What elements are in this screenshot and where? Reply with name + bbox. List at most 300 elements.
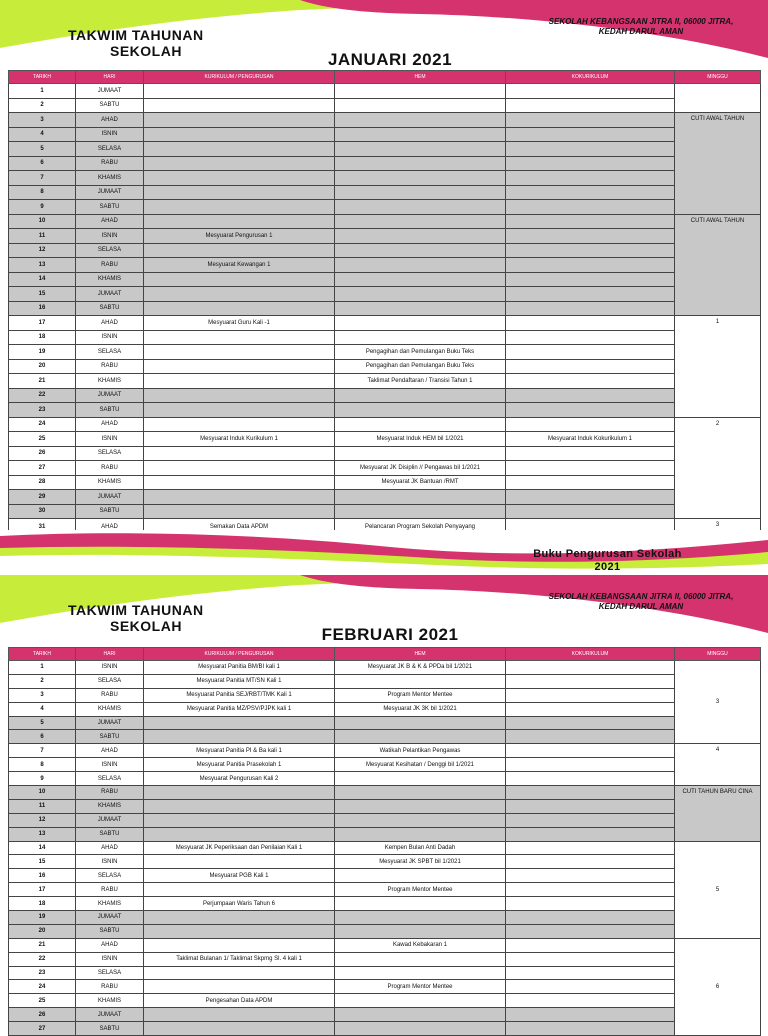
table-row [9,758,761,772]
day-cell: SABTU [76,730,144,744]
hem-cell: Mesyuarat JK Disiplin // Pengawas bil 1/2021 [335,461,506,476]
day-cell: SABTU [76,504,144,519]
date-cell: 19 [9,911,76,925]
table-row [9,287,761,302]
date-cell: 15 [9,287,76,302]
date-cell: 13 [9,258,76,273]
kokurikulum-cell [506,911,675,925]
footer-text [520,548,695,574]
kurikulum-cell [144,1022,335,1036]
minggu-cell: 3 [675,661,761,744]
table-row [9,744,761,758]
hem-cell [335,185,506,200]
minggu-cell [675,84,761,113]
table-row [9,229,761,244]
table-row [9,841,761,855]
date-cell: 14 [9,272,76,287]
table-row [9,345,761,360]
kurikulum-cell [144,911,335,925]
kokurikulum-cell [506,359,675,374]
day-cell: SABTU [76,827,144,841]
kokurikulum-cell [506,490,675,505]
date-cell: 25 [9,994,76,1008]
takwim-title-line1: TAKWIM TAHUNAN [68,27,204,43]
hem-cell [335,84,506,99]
day-cell: RABU [76,359,144,374]
minggu-cell: 4 [675,744,761,786]
hem-cell [335,966,506,980]
day-cell: SELASA [76,345,144,360]
table-row [9,475,761,490]
hem-cell [335,142,506,157]
table-row [9,388,761,403]
kurikulum-cell [144,504,335,519]
day-cell: SABTU [76,1022,144,1036]
kurikulum-cell [144,716,335,730]
kurikulum-cell [144,417,335,432]
table-row [9,661,761,675]
kokurikulum-cell [506,966,675,980]
day-cell: JUMAAT [76,911,144,925]
kokurikulum-cell [506,84,675,99]
header-hem: HEM [335,648,506,661]
date-cell: 16 [9,301,76,316]
day-cell: JUMAAT [76,1008,144,1022]
table-row [9,446,761,461]
kurikulum-cell [144,924,335,938]
hem-cell [335,243,506,258]
hem-cell [335,674,506,688]
hem-cell [335,772,506,786]
hem-cell [335,827,506,841]
school-name: SEKOLAH KEBANGSAAN JITRA II, 06000 JITRA, KEDAH DARUL AMAN [548,17,734,36]
hem-cell: Kawad Kebakaran 1 [335,938,506,952]
header-kurikulum: KURIKULUM / PENGURUSAN [144,648,335,661]
kurikulum-cell [144,938,335,952]
kurikulum-cell [144,84,335,99]
kokurikulum-cell [506,841,675,855]
month-title: JANUARI 2021 [327,50,453,69]
hem-cell [335,214,506,229]
date-cell: 15 [9,855,76,869]
day-cell: AHAD [76,113,144,128]
date-cell: 18 [9,897,76,911]
header-kurikulum: KURIKULUM / PENGURUSAN [144,71,335,84]
table-row [9,417,761,432]
table-row [9,316,761,331]
takwim-title-line2: SEKOLAH [110,618,182,634]
table-row [9,966,761,980]
day-cell: RABU [76,688,144,702]
hem-cell [335,301,506,316]
kurikulum-cell [144,171,335,186]
table-row [9,883,761,897]
hem-cell [335,388,506,403]
kurikulum-cell: Mesyuarat Panitia MT/SN Kali 1 [144,674,335,688]
day-cell: AHAD [76,214,144,229]
day-cell: SELASA [76,446,144,461]
hem-cell [335,316,506,331]
date-cell: 16 [9,869,76,883]
table-row [9,924,761,938]
kokurikulum-cell [506,952,675,966]
kurikulum-cell: Mesyuarat Induk Kurikulum 1 [144,432,335,447]
hem-cell [335,799,506,813]
kurikulum-cell [144,855,335,869]
kokurikulum-cell [506,403,675,418]
hem-cell [335,127,506,142]
kurikulum-cell [144,883,335,897]
date-cell: 12 [9,813,76,827]
kurikulum-cell [144,374,335,389]
day-cell: JUMAAT [76,716,144,730]
day-cell: ISNIN [76,758,144,772]
kokurikulum-cell [506,316,675,331]
hem-cell: Mesyuarat Induk HEM bil 1/2021 [335,432,506,447]
kokurikulum-cell [506,417,675,432]
kurikulum-cell [144,1008,335,1022]
kokurikulum-cell [506,661,675,675]
table-row [9,374,761,389]
kokurikulum-cell [506,287,675,302]
table-row [9,243,761,258]
date-cell: 2 [9,674,76,688]
kokurikulum-cell [506,994,675,1008]
date-cell: 22 [9,388,76,403]
date-cell: 2 [9,98,76,113]
kurikulum-cell: Mesyuarat Panitia BM/BI kali 1 [144,661,335,675]
hem-cell [335,952,506,966]
kokurikulum-cell [506,980,675,994]
hem-cell [335,911,506,925]
takwim-title [68,602,204,634]
day-cell: KHAMIS [76,799,144,813]
hem-cell: Pengagihan dan Pemulangan Buku Teks [335,345,506,360]
hem-cell [335,924,506,938]
kurikulum-cell: Mesyuarat Panitia SEJ/RBT/TMK Kali 1 [144,688,335,702]
hem-cell [335,98,506,113]
hem-cell [335,897,506,911]
hem-cell: Mesyuarat JK SPBT bil 1/2021 [335,855,506,869]
header-hari: HARI [76,71,144,84]
hem-cell [335,417,506,432]
kokurikulum-cell [506,1008,675,1022]
kurikulum-cell [144,446,335,461]
day-cell: KHAMIS [76,475,144,490]
date-cell: 23 [9,966,76,980]
kurikulum-cell: Mesyuarat Panitia PI & Ba kali 1 [144,744,335,758]
day-cell: JUMAAT [76,84,144,99]
kokurikulum-cell [506,1022,675,1036]
calendar-page-february [0,575,768,1032]
kurikulum-cell: Mesyuarat Panitia MZ/PSV/PJPK kali 1 [144,702,335,716]
header-tarikh: TARIKH [9,648,76,661]
kokurikulum-cell [506,688,675,702]
day-cell: ISNIN [76,661,144,675]
date-cell: 5 [9,716,76,730]
table-row [9,214,761,229]
minggu-cell: CUTI AWAL TAHUN [675,113,761,215]
kurikulum-cell [144,966,335,980]
hem-cell [335,786,506,800]
day-cell: JUMAAT [76,813,144,827]
date-cell: 11 [9,799,76,813]
kokurikulum-cell [506,758,675,772]
table-row [9,432,761,447]
table-row [9,272,761,287]
day-cell: SELASA [76,869,144,883]
day-cell: SABTU [76,98,144,113]
table-row [9,813,761,827]
kurikulum-cell [144,461,335,476]
kurikulum-cell [144,730,335,744]
date-cell: 4 [9,702,76,716]
hem-cell [335,716,506,730]
date-cell: 25 [9,432,76,447]
hem-cell [335,200,506,215]
minggu-cell: 3 [675,519,761,537]
date-cell: 20 [9,924,76,938]
kokurikulum-cell [506,897,675,911]
footer-line1: Buku Pengurusan Sekolah [533,548,682,560]
takwim-title-line2: SEKOLAH [110,43,182,59]
table-row [9,200,761,215]
date-cell: 21 [9,938,76,952]
day-cell: RABU [76,980,144,994]
day-cell: SELASA [76,243,144,258]
table-row [9,490,761,505]
date-cell: 26 [9,446,76,461]
calendar-header-row [9,648,761,661]
date-cell: 10 [9,786,76,800]
minggu-cell: 6 [675,938,761,1035]
date-cell: 27 [9,1022,76,1036]
date-cell: 30 [9,504,76,519]
hem-cell [335,490,506,505]
kurikulum-cell [144,200,335,215]
date-cell: 9 [9,772,76,786]
kurikulum-cell: Mesyuarat JK Peperiksaan dan Penilaian Kali 1 [144,841,335,855]
kurikulum-cell: Mesyuarat PGB Kali 1 [144,869,335,883]
table-row [9,827,761,841]
hem-cell [335,287,506,302]
header-hari: HARI [76,648,144,661]
hem-cell: Program Mentor Mentee [335,980,506,994]
hem-cell: Pelancaran Program Sekolah Penyayang [335,519,506,537]
hem-cell [335,156,506,171]
hem-cell [335,813,506,827]
kokurikulum-cell [506,813,675,827]
kurikulum-cell [144,980,335,994]
day-cell: AHAD [76,744,144,758]
date-cell: 3 [9,113,76,128]
table-row [9,1022,761,1036]
table-row [9,799,761,813]
kurikulum-cell [144,475,335,490]
day-cell: KHAMIS [76,897,144,911]
table-row [9,258,761,273]
kokurikulum-cell: Mesyuarat Induk Kokurikulum 1 [506,432,675,447]
hem-cell [335,730,506,744]
hem-cell: Pengagihan dan Pemulangan Buku Teks [335,359,506,374]
date-cell: 23 [9,403,76,418]
table-row [9,156,761,171]
kokurikulum-cell [506,127,675,142]
hem-cell: Mesyuarat JK 3K bil 1/2021 [335,702,506,716]
table-row [9,980,761,994]
kurikulum-cell [144,113,335,128]
hem-cell [335,994,506,1008]
kurikulum-cell [144,490,335,505]
day-cell: SELASA [76,966,144,980]
date-cell: 9 [9,200,76,215]
school-name: SEKOLAH KEBANGSAAN JITRA II, 06000 JITRA, KEDAH DARUL AMAN [548,592,734,611]
kurikulum-cell [144,301,335,316]
date-cell: 22 [9,952,76,966]
date-cell: 29 [9,490,76,505]
kurikulum-cell [144,813,335,827]
date-cell: 8 [9,185,76,200]
table-row [9,855,761,869]
table-row [9,702,761,716]
table-row [9,171,761,186]
table-row [9,185,761,200]
date-cell: 10 [9,214,76,229]
kurikulum-cell [144,799,335,813]
kokurikulum-cell [506,272,675,287]
kokurikulum-cell [506,142,675,157]
hem-cell: Watikah Pelantikan Pengawas [335,744,506,758]
kurikulum-cell: Mesyuarat Guru Kali -1 [144,316,335,331]
date-cell: 21 [9,374,76,389]
day-cell: RABU [76,461,144,476]
month-title: FEBRUARI 2021 [321,625,459,644]
kurikulum-cell [144,98,335,113]
day-cell: KHAMIS [76,272,144,287]
kurikulum-cell: Mesyuarat Panitia Prasekolah 1 [144,758,335,772]
table-row [9,897,761,911]
hem-cell [335,403,506,418]
kokurikulum-cell [506,200,675,215]
kokurikulum-cell [506,461,675,476]
date-cell: 18 [9,330,76,345]
day-cell: ISNIN [76,229,144,244]
hem-cell [335,1008,506,1022]
day-cell: SABTU [76,200,144,215]
kokurikulum-cell [506,799,675,813]
kokurikulum-cell [506,258,675,273]
minggu-cell: 1 [675,316,761,418]
kurikulum-cell: Taklimat Bulanan 1/ Taklimat Skpmg Sl. 4 kali 1 [144,952,335,966]
day-cell: RABU [76,156,144,171]
kokurikulum-cell [506,924,675,938]
kokurikulum-cell [506,883,675,897]
table-row [9,688,761,702]
minggu-cell: CUTI AWAL TAHUN [675,214,761,316]
date-cell: 1 [9,661,76,675]
header-hem: HEM [335,71,506,84]
hem-cell: Mesyuarat JK Bantuan /RMT [335,475,506,490]
date-cell: 6 [9,156,76,171]
kokurikulum-cell [506,185,675,200]
date-cell: 14 [9,841,76,855]
minggu-cell: 2 [675,417,761,519]
table-row [9,504,761,519]
calendar-table [8,647,761,1036]
table-row [9,994,761,1008]
hem-cell [335,272,506,287]
kokurikulum-cell [506,113,675,128]
kokurikulum-cell [506,229,675,244]
kokurikulum-cell [506,702,675,716]
date-cell: 27 [9,461,76,476]
hem-cell: Mesyuarat Kesihatan / Denggi bil 1/2021 [335,758,506,772]
date-cell: 31 [9,519,76,537]
day-cell: JUMAAT [76,185,144,200]
table-row [9,359,761,374]
kokurikulum-cell [506,716,675,730]
date-cell: 11 [9,229,76,244]
kokurikulum-cell [506,827,675,841]
kurikulum-cell: Mesyuarat Kewangan 1 [144,258,335,273]
day-cell: KHAMIS [76,171,144,186]
header-kokurikulum: KOKURIKULUM [506,71,675,84]
day-cell: SELASA [76,674,144,688]
kurikulum-cell [144,272,335,287]
hem-cell [335,869,506,883]
day-cell: AHAD [76,316,144,331]
day-cell: ISNIN [76,952,144,966]
day-cell: RABU [76,883,144,897]
kurikulum-cell [144,156,335,171]
hem-cell: Program Mentor Mentee [335,688,506,702]
header-minggu: MINGGU [675,648,761,661]
kokurikulum-cell [506,744,675,758]
takwim-title-line1: TAKWIM TAHUNAN [68,602,204,618]
kurikulum-cell [144,214,335,229]
table-row [9,1008,761,1022]
day-cell: SABTU [76,403,144,418]
kokurikulum-cell [506,374,675,389]
date-cell: 28 [9,475,76,490]
kokurikulum-cell [506,446,675,461]
date-cell: 7 [9,171,76,186]
table-row [9,403,761,418]
table-row [9,674,761,688]
table-row [9,142,761,157]
table-row [9,461,761,476]
day-cell: AHAD [76,938,144,952]
kurikulum-cell [144,827,335,841]
table-row [9,127,761,142]
day-cell: RABU [76,258,144,273]
table-row [9,786,761,800]
kurikulum-cell [144,287,335,302]
table-row [9,869,761,883]
table-row [9,330,761,345]
minggu-cell: 5 [675,841,761,938]
day-cell: JUMAAT [76,388,144,403]
kokurikulum-cell [506,171,675,186]
date-cell: 12 [9,243,76,258]
date-cell: 3 [9,688,76,702]
kokurikulum-cell [506,475,675,490]
kurikulum-cell [144,786,335,800]
hem-cell [335,504,506,519]
kokurikulum-cell [506,98,675,113]
table-row [9,113,761,128]
kurikulum-cell [144,330,335,345]
